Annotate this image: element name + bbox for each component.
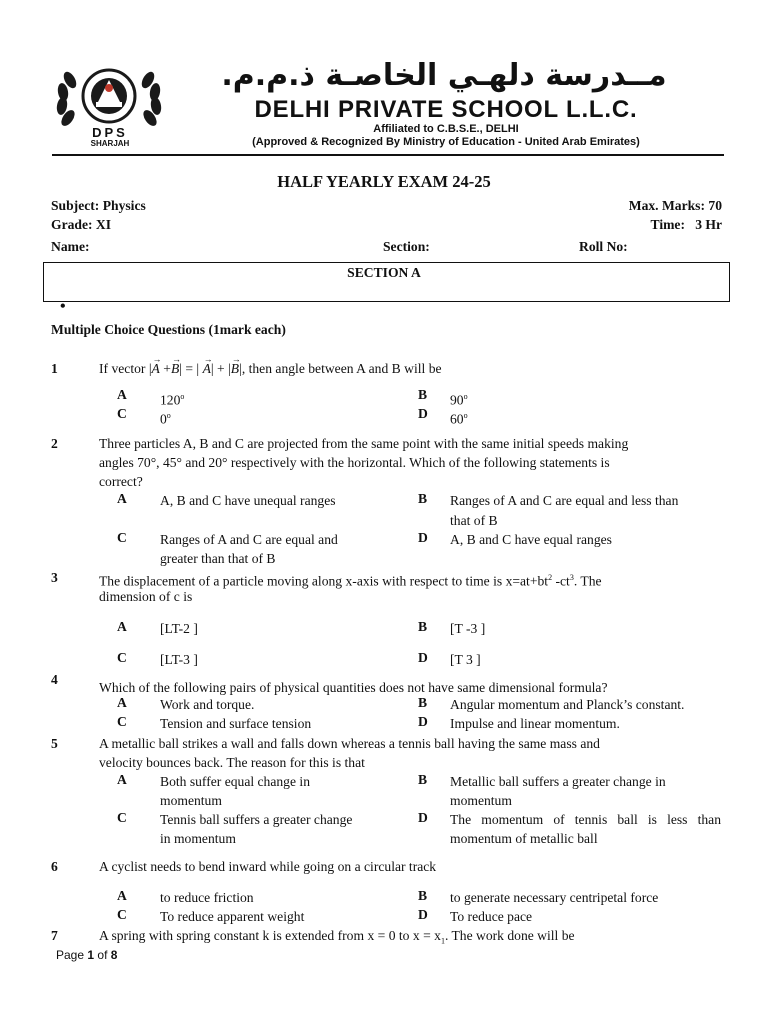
option-letter: B	[418, 695, 428, 710]
question-1-text	[99, 359, 442, 379]
question-3-line: dimension of c is	[99, 589, 193, 604]
option-letter: A	[117, 695, 127, 710]
affiliation: Affiliated to C.B.S.E., DELHI	[373, 123, 519, 135]
exponent: 3	[569, 573, 574, 582]
logo-text: DPS	[92, 125, 128, 140]
question-5-line: A metallic ball strikes a wall and falls down whereas a tennis ball having the same mass and	[99, 736, 600, 751]
vector-a: → A	[152, 359, 160, 379]
max-marks: Max. Marks: 70	[628, 198, 722, 213]
question-number: 5	[51, 736, 58, 751]
section-label: Section:	[383, 239, 430, 254]
question-6-text: A cyclist needs to bend inward while going on a circular track	[99, 859, 437, 874]
logo-city: SHARJAH	[90, 139, 130, 148]
question-number: 2	[51, 436, 58, 451]
option-letter: A	[117, 772, 127, 787]
vector-b: → B	[231, 359, 239, 379]
school-name-arabic: مــدرسة دلهـي الخاصـة ذ.م.م.	[221, 58, 667, 93]
option-letter: B	[418, 619, 428, 634]
option-letter: D	[418, 406, 428, 421]
q3-text-part: -ct	[552, 573, 570, 589]
degree-sign: o	[463, 392, 468, 401]
option-d: A, B and C have equal ranges	[450, 532, 612, 547]
option-letter: C	[117, 907, 127, 922]
option-value: 0	[160, 411, 167, 427]
q1-text-part: If vector |	[99, 361, 152, 376]
q3-text-part: . The	[573, 573, 602, 589]
option-a: Work and torque.	[160, 697, 255, 712]
header-divider	[52, 154, 724, 156]
option-letter: A	[117, 888, 127, 903]
option-value: 60	[450, 411, 464, 427]
option-letter: B	[418, 387, 428, 402]
degree-sign: o	[166, 411, 171, 420]
grade: Grade: XI	[51, 217, 112, 232]
option-letter: B	[418, 491, 428, 506]
option-letter: C	[117, 810, 127, 825]
q1-text-part: |, then angle between A and B will be	[239, 361, 442, 376]
question-number: 1	[51, 361, 58, 376]
option-b-line: that of B	[450, 513, 498, 528]
subject: Subject: Physics	[51, 198, 146, 213]
option-c-line: Ranges of A and C are equal and	[160, 532, 338, 547]
q1-text-part: | + |	[210, 361, 231, 376]
time-value: 3 Hr	[695, 217, 722, 232]
option-b-line: Metallic ball suffers a greater change in	[450, 774, 666, 789]
option-value: 120	[160, 392, 181, 408]
option-letter: D	[418, 907, 428, 922]
option-c-line: Tennis ball suffers a greater change	[160, 812, 353, 827]
vector-b: → B	[171, 359, 179, 379]
page-label: Page	[56, 948, 85, 962]
option-letter: A	[117, 491, 127, 506]
option-d-line: The momentum of tennis ball is less than	[450, 812, 721, 827]
current-page: 1	[87, 948, 95, 962]
question-number: 7	[51, 928, 58, 943]
q1-text-part: | = |	[179, 361, 203, 376]
exam-title: HALF YEARLY EXAM 24-25	[277, 172, 491, 191]
option-c-line: greater than that of B	[160, 551, 276, 566]
question-5-line: velocity bounces back. The reason for this is that	[99, 755, 365, 770]
q3-text-part: The displacement of a particle moving along x-axis with respect to time is x=at+bt	[99, 573, 549, 589]
q1-text-part: +	[159, 361, 171, 376]
question-number: 6	[51, 859, 58, 874]
exam-time	[651, 215, 723, 235]
roll-label: Roll No:	[579, 239, 628, 254]
option-b-line: Ranges of A and C are equal and less than	[450, 493, 679, 508]
of-label: of	[97, 948, 108, 962]
option-letter: A	[117, 619, 127, 634]
option-letter: C	[117, 714, 127, 729]
option-c: [LT-3 ]	[160, 652, 198, 667]
option-d: To reduce pace	[450, 909, 533, 924]
bullet: •	[60, 298, 66, 315]
option-c-line: in momentum	[160, 831, 236, 846]
option-letter: D	[418, 810, 428, 825]
total-pages: 8	[110, 948, 118, 962]
option-letter: D	[418, 714, 428, 729]
option-b: [T -3 ]	[450, 621, 486, 636]
option-d: [T 3 ]	[450, 652, 481, 667]
option-d: Impulse and linear momentum.	[450, 716, 620, 731]
school-name: DELHI PRIVATE SCHOOL L.L.C.	[254, 96, 638, 123]
question-2-line: angles 70°, 45° and 20° respectively with the horizontal. Which of the following statements is	[99, 455, 610, 470]
q7-text-part: A spring with spring constant k is extended from x = 0 to x = x	[99, 928, 441, 943]
degree-sign: o	[180, 392, 185, 401]
question-2-line: correct?	[99, 474, 143, 489]
degree-sign: o	[463, 411, 468, 420]
recognition: (Approved & Recognized By Ministry of Education - United Arab Emirates)	[252, 136, 640, 148]
option-b-line: momentum	[450, 793, 512, 808]
vector-a: → A	[203, 359, 211, 379]
option-a: [LT-2 ]	[160, 621, 198, 636]
option-letter: C	[117, 406, 127, 421]
option-c: To reduce apparent weight	[160, 909, 305, 924]
option-value: 90	[450, 392, 464, 408]
option-letter: B	[418, 772, 428, 787]
question-number: 4	[51, 672, 58, 687]
option-letter: D	[418, 530, 428, 545]
q7-text-part: . The work done will be	[444, 928, 575, 943]
time-label: Time:	[650, 217, 685, 232]
option-a-line: momentum	[160, 793, 222, 808]
option-d	[450, 406, 468, 429]
question-2-line: Three particles A, B and C are projected from the same point with the same initial speeds making	[99, 436, 629, 451]
name-label: Name:	[51, 239, 90, 254]
option-letter: C	[117, 530, 127, 545]
exponent: 2	[548, 573, 553, 582]
option-c: Tension and surface tension	[160, 716, 312, 731]
option-letter: B	[418, 888, 428, 903]
page-number	[56, 947, 117, 963]
option-letter: A	[117, 387, 127, 402]
subscript: 1	[440, 936, 445, 946]
option-c	[160, 406, 171, 429]
option-a: to reduce friction	[160, 890, 254, 905]
mcq-heading: Multiple Choice Questions (1mark each)	[51, 322, 286, 337]
question-7-text	[99, 926, 575, 951]
question-4-text: Which of the following pairs of physical quantities does not have same dimensional formula?	[99, 680, 608, 695]
option-a: A, B and C have unequal ranges	[160, 493, 336, 508]
option-a-line: Both suffer equal change in	[160, 774, 310, 789]
option-letter: C	[117, 650, 127, 665]
option-b: to generate necessary centripetal force	[450, 890, 659, 905]
question-number: 3	[51, 570, 58, 585]
option-b: Angular momentum and Planck’s constant.	[450, 697, 685, 712]
option-d-line: momentum of metallic ball	[450, 831, 598, 846]
option-letter: D	[418, 650, 428, 665]
section-title: SECTION A	[347, 265, 421, 280]
